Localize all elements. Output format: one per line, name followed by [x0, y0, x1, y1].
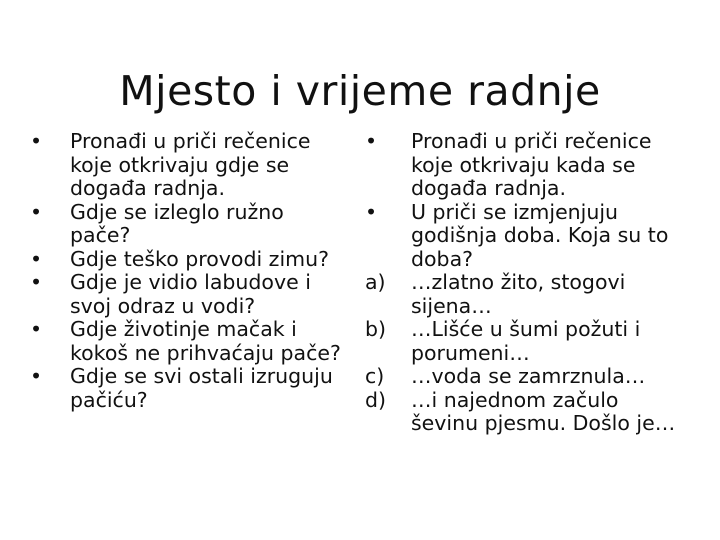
list-item	[365, 389, 690, 436]
list-item	[30, 248, 350, 272]
list-item	[365, 365, 690, 389]
list-item	[30, 201, 350, 248]
list-item	[30, 318, 350, 365]
list-item-text: Gdje je vidio labudove i svoj odraz u vodi?	[70, 270, 311, 318]
list-item-text: …Lišće u šumi požuti i porumeni…	[411, 317, 641, 365]
list-item-text: Pronađi u priči rečenice koje otkrivaju kada se događa radnja.	[411, 129, 652, 200]
slide-title: Mjesto i vrijeme radnje	[119, 67, 601, 116]
bullet-marker: •	[30, 199, 43, 224]
list-letter-marker: d)	[365, 387, 387, 412]
list-item-text: Pronađi u priči rečenice koje otkrivaju gdje se događa radnja.	[70, 129, 311, 200]
left-question-list	[30, 130, 350, 412]
list-item	[365, 271, 690, 318]
right-question-list	[365, 130, 690, 436]
bullet-marker: •	[30, 364, 43, 388]
list-item	[365, 130, 690, 201]
list-item-text: …i najednom začulo ševinu pjesmu. Došlo je…	[411, 387, 676, 435]
list-item-text: Gdje se svi ostali izruguju pačiću?	[70, 364, 333, 412]
bullet-marker: •	[30, 317, 43, 341]
bullet-marker: •	[30, 246, 43, 271]
list-item-text: …zlatno žito, stogovi sijena…	[411, 270, 626, 318]
list-item-text: Gdje životinje mačak i kokoš ne prihvaćaju pače?	[70, 317, 341, 365]
bullet-marker: •	[30, 270, 43, 294]
bullet-marker: •	[365, 199, 378, 224]
list-letter-marker: c)	[365, 364, 385, 388]
list-item	[30, 130, 350, 201]
list-letter-marker: b)	[365, 317, 387, 341]
list-letter-marker: a)	[365, 270, 386, 294]
bullet-marker: •	[365, 129, 378, 153]
list-item	[365, 201, 690, 272]
bullet-marker: •	[30, 129, 43, 153]
list-item-text: Gdje teško provodi zimu?	[70, 246, 329, 271]
list-item	[365, 318, 690, 365]
list-item	[30, 365, 350, 412]
list-item-text: Gdje se izleglo ružno pače?	[70, 199, 284, 247]
list-item-text: U priči se izmjenjuju godišnja doba. Koja su to doba?	[411, 199, 669, 271]
list-item	[30, 271, 350, 318]
list-item-text: …voda se zamrznula…	[411, 364, 646, 388]
